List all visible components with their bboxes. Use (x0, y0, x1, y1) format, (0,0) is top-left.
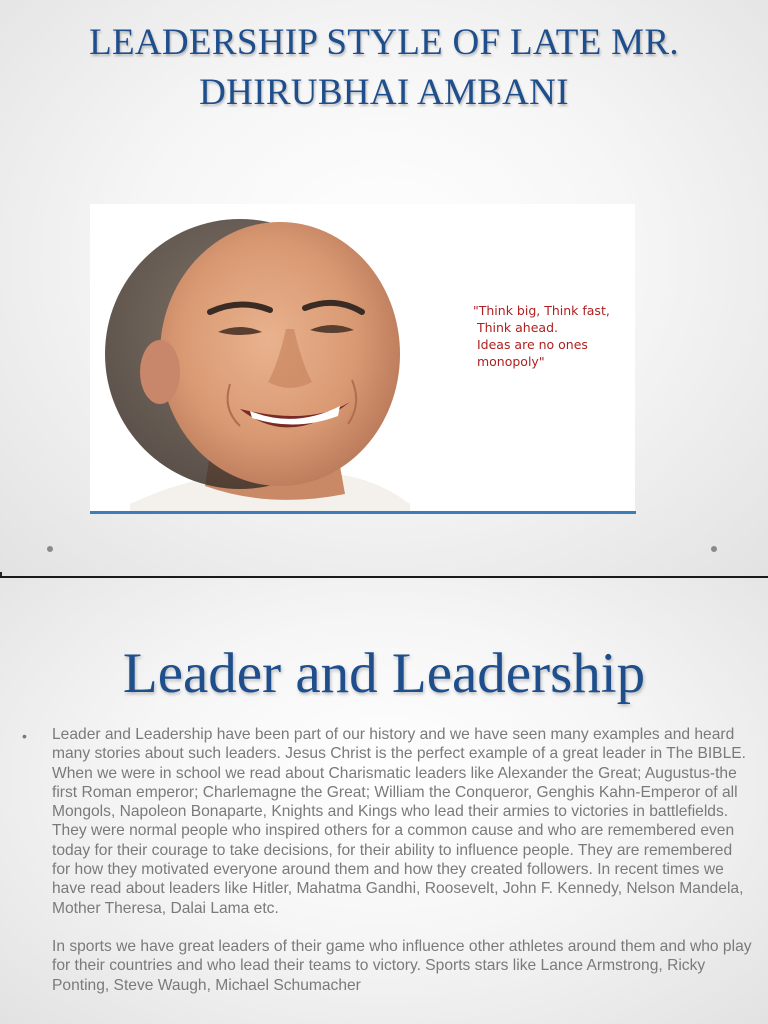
image-underline (90, 511, 636, 514)
quote-line: monopoly" (473, 354, 545, 369)
paragraph: Leader and Leadership have been part of our history and we have seen many examples and heard many stories about such leaders. Jesus Christ is the perfect example of a great leader in The BIBLE. When we were in school we read about Charismatic leaders like Alexander the Great; Augustus-the first Roman emperor; Charlemagne the Great; William the Conqueror, Genghis Kahn-Emperor of all Mongols, Napoleon Bonaparte, Knights and Kings who lead their armies to victories in battlefields. They were normal people who inspired others for a common cause and who are remembered even today for their courage to take decisions, for their ability to influence people. They are remembered for how they motivated everyone around them and how they created followers. In recent times we have read about leaders like Hitler, Mahatma Gandhi, Roosevelt, John F. Kennedy, Nelson Mandela, Mother Theresa, Dalai Lama etc. (52, 726, 746, 917)
portrait-image (90, 204, 635, 512)
slide-title: LEADERSHIP STYLE OF LATE MR. DHIRUBHAI AMBANI (89, 22, 679, 113)
quote-line: Ideas are no ones (473, 337, 588, 352)
bullet-dot (711, 546, 717, 552)
slide-2 (0, 578, 768, 1024)
edge-mark (0, 572, 2, 576)
body-text (52, 725, 752, 1014)
bullet-dot: • (22, 728, 27, 744)
quote-line: "Think big, Think fast, (473, 303, 610, 318)
quote-line: Think ahead. (473, 320, 558, 335)
paragraph: In sports we have great leaders of their game who influence other athletes around them and who play for their countries and who lead their teams to victory. Sports stars like Lance Armstrong, Ricky Ponting, Steve Waugh, Michael Schumacher (52, 937, 752, 994)
quote-text (473, 302, 633, 370)
slide-title: Leader and Leadership (122, 642, 646, 705)
bullet-dot (47, 546, 53, 552)
